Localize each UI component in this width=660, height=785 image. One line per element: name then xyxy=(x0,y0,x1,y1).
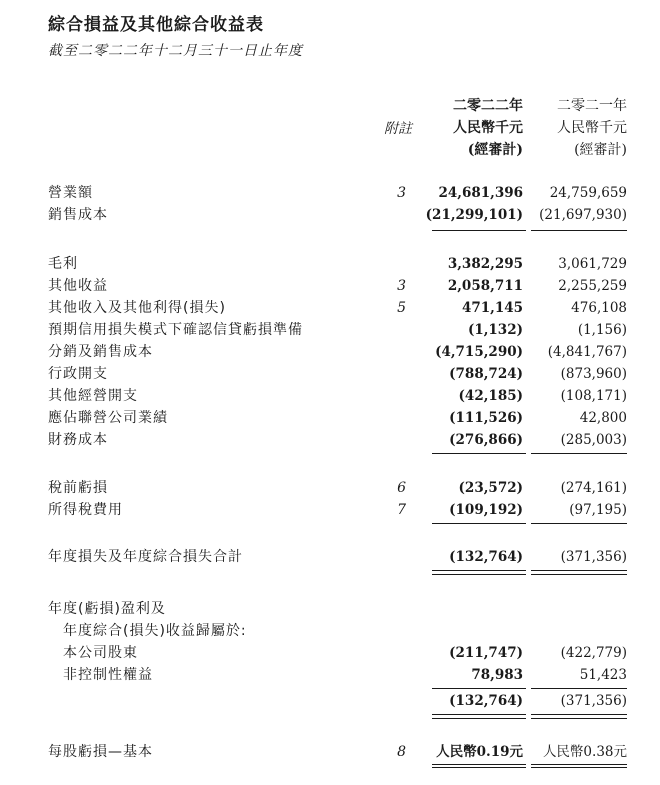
page-subtitle: 截至二零二二年十二月三十一日止年度 xyxy=(48,43,303,59)
row-current-value: (111,526) xyxy=(449,410,523,426)
row-prior-value: 476,108 xyxy=(571,300,627,316)
row-note: 3 xyxy=(397,185,406,201)
table-row xyxy=(0,319,660,341)
row-current-value: (4,715,290) xyxy=(435,344,523,360)
current-subtotal-rule xyxy=(432,523,526,524)
table-row xyxy=(0,341,660,363)
row-prior-value: (274,161) xyxy=(560,480,627,496)
row-prior-value: 42,800 xyxy=(579,410,627,426)
prior-total-double-rule xyxy=(531,574,627,575)
table-row xyxy=(0,690,660,712)
row-label: 年度損失及年度綜合損失合計 xyxy=(48,549,243,565)
row-label: 所得稅費用 xyxy=(48,502,123,518)
table-row xyxy=(0,499,660,521)
prior-eps-rule xyxy=(531,767,627,768)
row-current-value: (42,185) xyxy=(458,388,523,404)
table-row xyxy=(0,182,660,204)
row-label: 年度綜合(損失)收益歸屬於: xyxy=(63,623,247,639)
prior-total-double-rule xyxy=(531,714,627,715)
row-current-value: 3,382,295 xyxy=(447,256,523,272)
table-row xyxy=(0,297,660,319)
table-row xyxy=(0,741,660,763)
row-label: 分銷及銷售成本 xyxy=(48,344,153,360)
row-current-value: (109,192) xyxy=(449,502,523,518)
row-current-value: (276,866) xyxy=(449,432,523,448)
row-label: 應佔聯營公司業績 xyxy=(48,410,168,426)
row-label: 稅前虧損 xyxy=(48,480,108,496)
row-current-value: 471,145 xyxy=(461,300,523,316)
row-label: 財務成本 xyxy=(48,432,108,448)
table-row xyxy=(0,620,660,642)
row-current-value: (21,299,101) xyxy=(425,207,523,223)
row-current-value: 78,983 xyxy=(471,667,523,683)
row-current-value: (211,747) xyxy=(449,645,523,661)
row-note: 6 xyxy=(397,480,406,496)
row-label: 銷售成本 xyxy=(48,207,108,223)
prior-subtotal-rule xyxy=(531,688,627,689)
row-note: 8 xyxy=(397,744,406,760)
row-label: 其他收入及其他利得(損失) xyxy=(48,300,226,316)
row-current-value: (132,764) xyxy=(449,549,523,565)
current-total-double-rule xyxy=(432,718,526,719)
row-prior-value: (1,156) xyxy=(577,322,627,338)
prior-unit-header: 人民幣千元 xyxy=(557,120,627,136)
table-row xyxy=(0,546,660,568)
row-prior-value: (4,841,767) xyxy=(547,344,627,360)
table-row xyxy=(0,664,660,686)
prior-subtotal-rule xyxy=(531,230,627,231)
row-prior-value: (371,356) xyxy=(560,549,627,565)
row-note: 3 xyxy=(397,278,406,294)
prior-total-double-rule xyxy=(531,718,627,719)
row-prior-value: (422,779) xyxy=(560,645,627,661)
table-row xyxy=(0,477,660,499)
row-prior-value: 人民幣0.38元 xyxy=(542,744,627,760)
row-current-value: (1,132) xyxy=(467,322,523,338)
current-subtotal-rule xyxy=(432,688,526,689)
row-prior-value: (873,960) xyxy=(560,366,627,382)
row-current-value: 2,058,711 xyxy=(447,278,523,294)
row-label: 年度(虧損)盈利及 xyxy=(48,601,166,617)
prior-total-double-rule xyxy=(531,570,627,571)
row-note: 5 xyxy=(397,300,406,316)
current-total-double-rule xyxy=(432,574,526,575)
current-year-header: 二零二二年 xyxy=(453,98,523,114)
table-row xyxy=(0,598,660,620)
current-unit-header: 人民幣千元 xyxy=(453,120,523,136)
row-label: 非控制性權益 xyxy=(63,667,153,683)
note-column-header: 附註 xyxy=(384,121,412,137)
row-label: 本公司股東 xyxy=(63,645,138,661)
row-current-value: 人民幣0.19元 xyxy=(436,744,523,760)
table-row xyxy=(0,363,660,385)
current-total-double-rule xyxy=(432,570,526,571)
row-prior-value: (371,356) xyxy=(560,693,627,709)
row-prior-value: 24,759,659 xyxy=(549,185,627,201)
current-status-header: (經審計) xyxy=(467,142,523,158)
current-eps-rule xyxy=(432,764,526,765)
current-eps-rule xyxy=(432,767,526,768)
current-subtotal-rule xyxy=(432,453,526,454)
row-current-value: 24,681,396 xyxy=(438,185,523,201)
row-prior-value: 2,255,259 xyxy=(558,278,627,294)
prior-eps-rule xyxy=(531,764,627,765)
page-title: 綜合損益及其他綜合收益表 xyxy=(48,15,264,35)
prior-subtotal-rule xyxy=(531,453,627,454)
row-note: 7 xyxy=(397,502,406,518)
row-current-value: (788,724) xyxy=(449,366,523,382)
table-row xyxy=(0,275,660,297)
row-prior-value: 3,061,729 xyxy=(558,256,627,272)
table-row xyxy=(0,385,660,407)
current-subtotal-rule xyxy=(432,230,526,231)
row-label: 行政開支 xyxy=(48,366,108,382)
row-label: 營業額 xyxy=(48,185,93,201)
row-prior-value: (285,003) xyxy=(560,432,627,448)
row-prior-value: (97,195) xyxy=(569,502,627,518)
row-label: 毛利 xyxy=(48,256,78,272)
row-prior-value: 51,423 xyxy=(579,667,627,683)
table-row xyxy=(0,204,660,226)
table-row xyxy=(0,407,660,429)
table-row xyxy=(0,253,660,275)
prior-status-header: (經審計) xyxy=(574,142,627,158)
table-row xyxy=(0,429,660,451)
table-row xyxy=(0,642,660,664)
row-label: 每股虧損—基本 xyxy=(48,744,153,760)
row-label: 其他收益 xyxy=(48,278,108,294)
row-label: 其他經營開支 xyxy=(48,388,138,404)
row-prior-value: (108,171) xyxy=(560,388,627,404)
current-total-double-rule xyxy=(432,714,526,715)
row-current-value: (23,572) xyxy=(458,480,523,496)
prior-subtotal-rule xyxy=(531,523,627,524)
prior-year-header: 二零二一年 xyxy=(557,98,627,114)
row-prior-value: (21,697,930) xyxy=(539,207,627,223)
row-current-value: (132,764) xyxy=(449,693,523,709)
row-label: 預期信用損失模式下確認信貸虧損準備 xyxy=(48,322,303,338)
